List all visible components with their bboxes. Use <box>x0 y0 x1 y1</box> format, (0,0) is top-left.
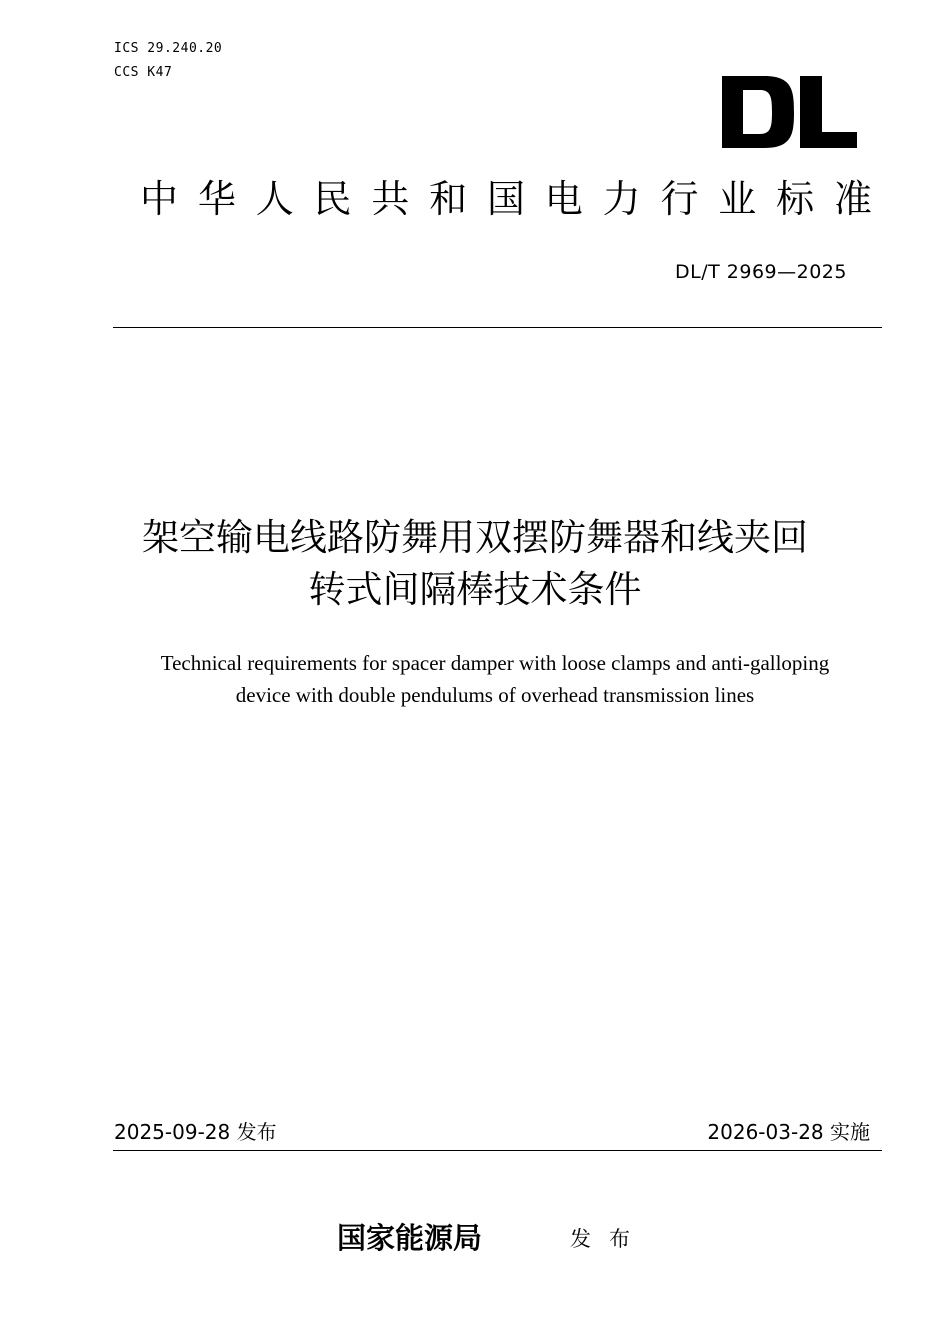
standard-category-char: 国 <box>486 177 525 221</box>
implementation-date: 2026-03-28 实施 <box>707 1120 870 1144</box>
footer-divider <box>113 1150 882 1151</box>
ccs-code: CCS K47 <box>114 65 173 80</box>
standard-category-title <box>140 176 872 222</box>
standard-category-char: 标 <box>776 177 815 221</box>
chinese-title-line-1: 架空输电线路防舞用双摆防舞器和线夹回 <box>142 516 808 559</box>
standard-category-char: 和 <box>429 177 468 221</box>
standard-category-char: 共 <box>371 177 410 221</box>
english-title-line-1: Technical requirements for spacer damper with loose clamps and anti-galloping <box>160 651 830 675</box>
chinese-title <box>60 512 890 616</box>
chinese-title-line-2: 转式间隔棒技术条件 <box>308 568 642 611</box>
standard-category-char: 电 <box>544 177 583 221</box>
issuing-authority: 国家能源局 <box>337 1221 483 1255</box>
standard-category-char: 中 <box>140 177 179 221</box>
issue-date: 2025-09-28 发布 <box>114 1120 277 1144</box>
standard-category-char: 力 <box>602 177 641 221</box>
ics-code: ICS 29.240.20 <box>114 41 223 56</box>
dl-logo <box>722 76 857 148</box>
standard-category-char: 人 <box>255 177 294 221</box>
standard-category-char: 业 <box>718 177 757 221</box>
standard-category-char: 华 <box>197 177 236 221</box>
english-title <box>60 647 930 711</box>
standard-number: DL/T 2969—2025 <box>675 261 847 283</box>
publish-label: 发布 <box>570 1227 648 1251</box>
standard-category-char: 行 <box>660 177 699 221</box>
standard-category-char: 民 <box>313 177 352 221</box>
standard-category-char: 准 <box>833 177 872 221</box>
english-title-line-2: device with double pendulums of overhead transmission lines <box>235 683 755 707</box>
header-divider <box>113 327 882 328</box>
